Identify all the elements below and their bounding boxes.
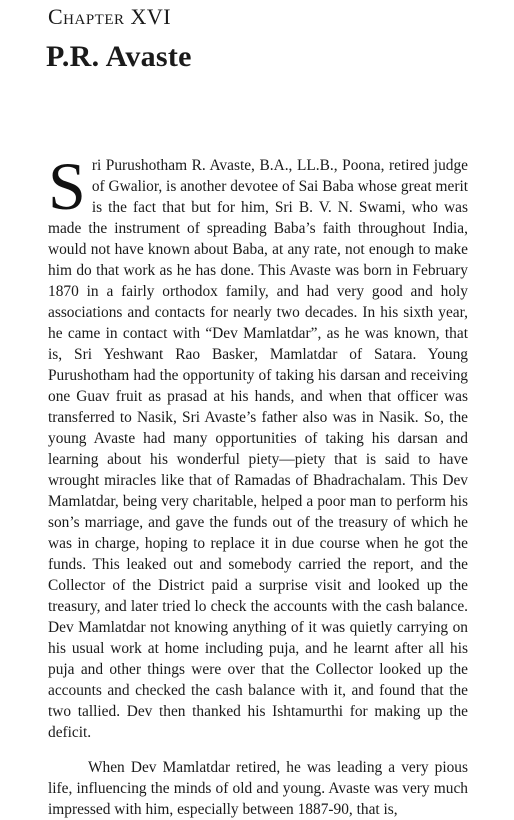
paragraph-2: When Dev Mamlatdar retired, he was leading a very pious life, influencing the minds of old and young. Avaste was very much impressed with him, especially between 1887-90, that is, [48, 759, 468, 818]
chapter-title: P.R. Avaste [46, 40, 192, 73]
body-text [48, 148, 468, 820]
paragraph-1-text: ri Purushotham R. Avaste, B.A., LL.B., Poona, retired judge of Gwalior, is another devotee of Sai Baba whose great merit is the fact that but for him, Sri B. V. N. Swami, who was made the instrument of spreading Baba’s faith throughout India, would not have known about Baba, at any rate, not enough to make him do that work as he has done. This Avaste was born in February 1870 in a fairly orthodox family, and had very good and holy associations and contacts for nearly two decades. In his sixth year, he came in contact with “Dev Mamlatdar”, as he was known, that is, Sri Yeshwant Rao Basker, Mamlatdar of Satara. Young Purushotham had the opportunity of taking his darsan and receiving one Guav fruit as prasad at his hands, and when that officer was transferred to Nasik, Sri Avaste’s father also was in Nasik. So, the young Avaste had many opportunities of taking his darsan and learning about his wonderful piety—piety that is said to have wrought miracles like that of Ramadas of Bhadrachalam. This Dev Mamlatdar, being very charitable, helped a poor man to perform his son’s marriage, and gave the funds out of the treasury of which he was in charge, hoping to replace it in due course when he got the funds. This leaked out and somebody carried the report, and the Collector of the District paid a surprise visit and looked up the treasury, and later tried lo check the accounts with the cash balance. Dev Mamlatdar not knowing anything of it was quietly carrying on his usual work at home including puja, and he learnt after all his puja and other things were over that the Collector looked up the accounts and checked the cash balance with it, and found that the two tallied. Dev then thanked his Ishtamurthi for making up the deficit. [48, 157, 468, 741]
chapter-label: Chapter XVI [48, 4, 172, 29]
paragraph-1 [48, 148, 468, 743]
drop-cap: S [48, 148, 86, 224]
